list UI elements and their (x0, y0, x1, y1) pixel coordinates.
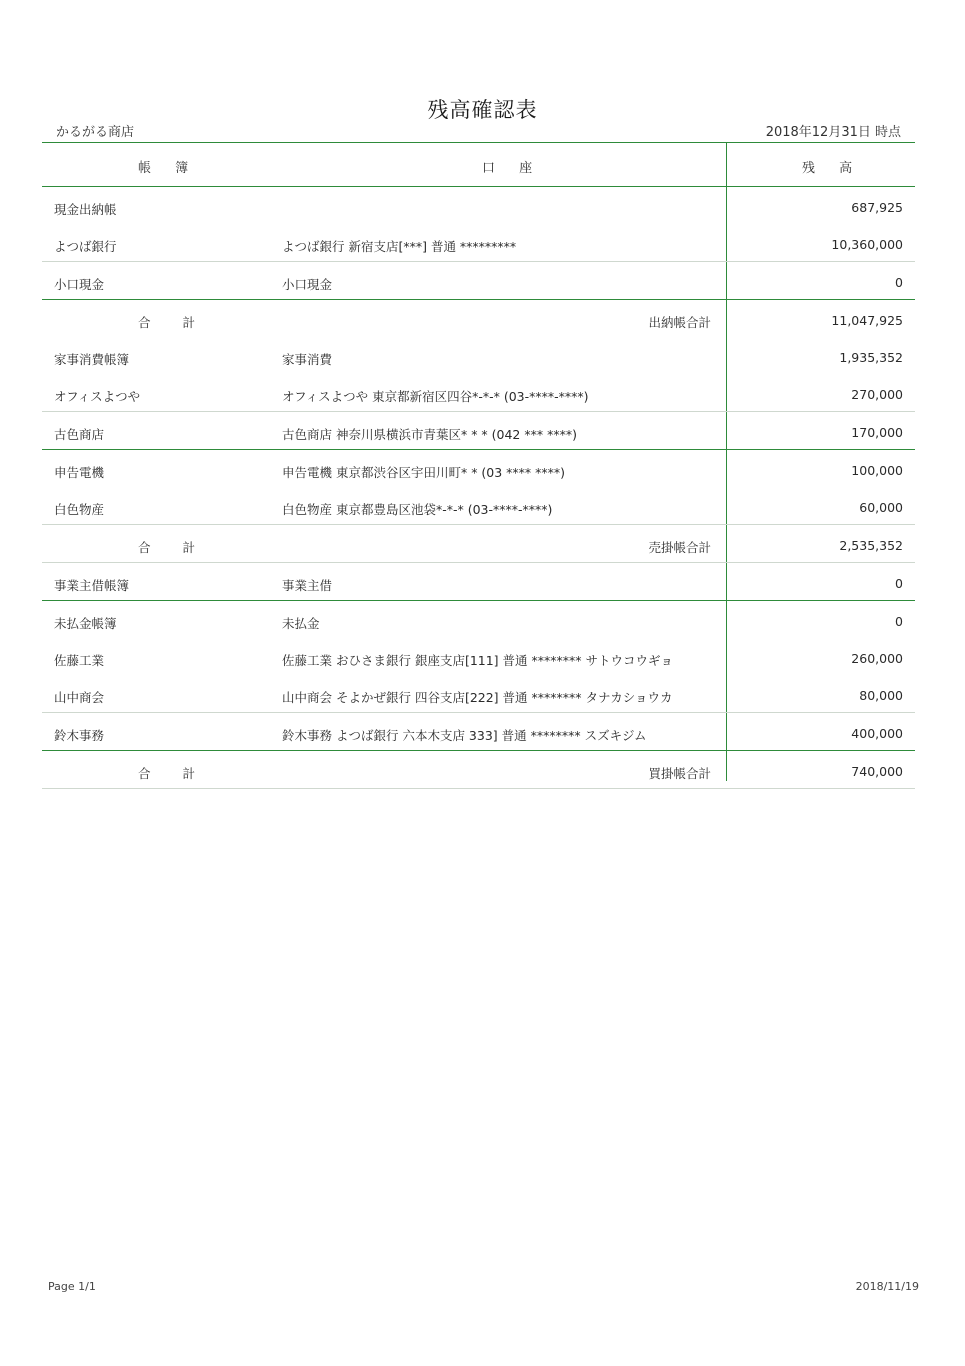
table-row (42, 638, 915, 675)
ledger-cell: 鈴木事務 (54, 728, 105, 743)
account-cell: 鈴木事務 よつば銀行 六本木支店 333] 普通 ******** スズキジム (282, 728, 647, 743)
balance-cell: 2,535,352 (839, 538, 903, 553)
table-row (42, 374, 915, 412)
report-title: 残高確認表 (427, 98, 538, 122)
ledger-cell: よつば銀行 (54, 239, 117, 254)
total-row (42, 751, 915, 789)
header-balance: 残 高 (802, 161, 863, 176)
table-row (42, 412, 915, 450)
table-header (42, 142, 915, 187)
ledger-cell: オフィスよつや (54, 389, 141, 404)
table-row (42, 563, 915, 601)
table-row (42, 713, 915, 751)
table-row (42, 337, 915, 374)
ledger-cell: 現金出納帳 (54, 202, 117, 217)
shop-name: かるがる商店 (56, 125, 135, 140)
subtotal-label: 買掛帳合計 (648, 766, 711, 781)
account-cell: 未払金 (282, 616, 320, 631)
ledger-cell: 合 計 (138, 540, 209, 555)
table-row (42, 487, 915, 525)
ledger-cell: 白色物産 (54, 502, 105, 517)
ledger-cell: 事業主借帳簿 (54, 578, 130, 593)
account-cell: 申告電機 東京都渋谷区宇田川町* * (03 **** ****) (282, 465, 566, 480)
balance-cell: 80,000 (859, 688, 903, 703)
page-number: Page 1/1 (48, 1280, 96, 1293)
total-row (42, 300, 915, 337)
table-row (42, 187, 915, 224)
balance-cell: 0 (895, 275, 903, 290)
account-cell: よつば銀行 新宿支店[***] 普通 ********* (282, 239, 517, 254)
balance-cell: 100,000 (851, 463, 903, 478)
table-row (42, 262, 915, 300)
account-cell: 山中商会 そよかぜ銀行 四谷支店[222] 普通 ******** タナカショウカ (282, 690, 673, 705)
balance-cell: 0 (895, 614, 903, 629)
balance-table (42, 142, 915, 789)
print-date: 2018/11/19 (855, 1280, 919, 1293)
ledger-cell: 山中商会 (54, 690, 105, 705)
account-cell: 家事消費 (282, 352, 333, 367)
ledger-cell: 合 計 (138, 766, 209, 781)
table-body (42, 187, 915, 789)
account-cell: 小口現金 (282, 277, 333, 292)
balance-cell: 10,360,000 (831, 237, 903, 252)
table-row (42, 675, 915, 713)
header-ledger: 帳 簿 (138, 161, 199, 176)
account-cell: 古色商店 神奈川県横浜市青葉区* * * (042 *** ****) (282, 427, 577, 442)
ledger-cell: 申告電機 (54, 465, 105, 480)
balance-cell: 60,000 (859, 500, 903, 515)
balance-cell: 260,000 (851, 651, 903, 666)
table-row (42, 601, 915, 638)
ledger-cell: 家事消費帳簿 (54, 352, 130, 367)
as-of-date: 2018年12月31日 時点 (765, 125, 901, 140)
table-row (42, 450, 915, 487)
ledger-cell: 未払金帳簿 (54, 616, 117, 631)
table-row (42, 224, 915, 262)
balance-cell: 1,935,352 (839, 350, 903, 365)
ledger-cell: 小口現金 (54, 277, 105, 292)
balance-cell: 170,000 (851, 425, 903, 440)
balance-cell: 270,000 (851, 387, 903, 402)
subtotal-label: 売掛帳合計 (648, 540, 711, 555)
balance-cell: 11,047,925 (831, 313, 903, 328)
balance-cell: 740,000 (851, 764, 903, 779)
balance-cell: 400,000 (851, 726, 903, 741)
account-cell: 佐藤工業 おひさま銀行 銀座支店[111] 普通 ******** サトウコウギョ (282, 653, 673, 668)
ledger-cell: 佐藤工業 (54, 653, 105, 668)
account-cell: オフィスよつや 東京都新宿区四谷*-*-* (03-****-****) (282, 389, 589, 404)
total-row (42, 525, 915, 563)
balance-cell: 687,925 (851, 200, 903, 215)
ledger-cell: 合 計 (138, 315, 209, 330)
header-account: 口 座 (482, 161, 543, 176)
balance-cell: 0 (895, 576, 903, 591)
subtotal-label: 出納帳合計 (648, 315, 711, 330)
ledger-cell: 古色商店 (54, 427, 105, 442)
account-cell: 白色物産 東京都豊島区池袋*-*-* (03-****-****) (282, 502, 553, 517)
account-cell: 事業主借 (282, 578, 333, 593)
